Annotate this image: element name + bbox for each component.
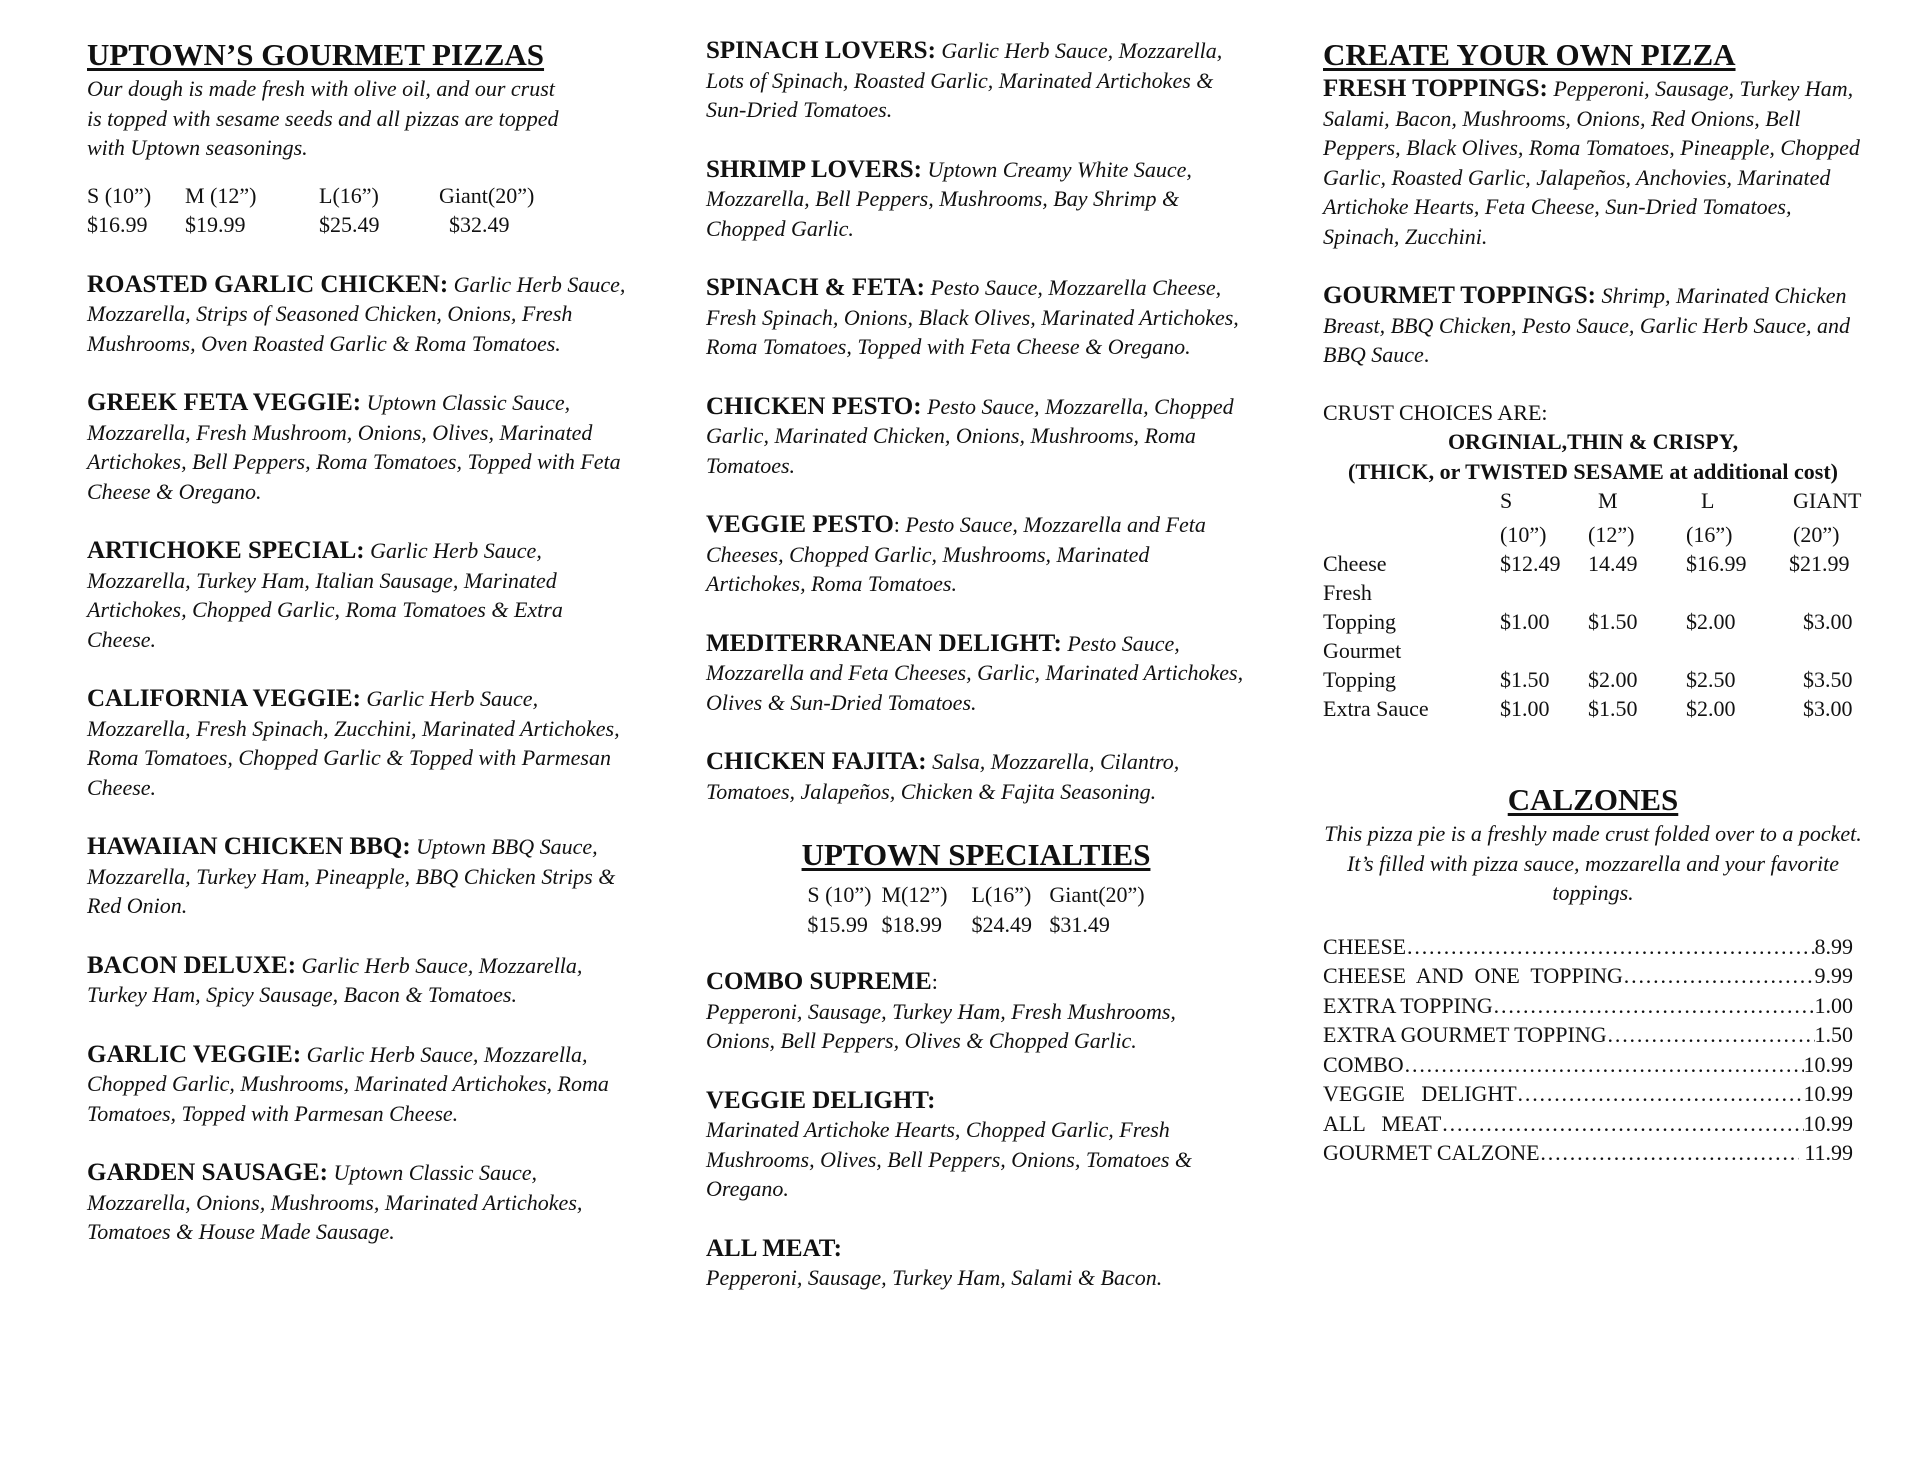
fresh-toppings-desc: Pepperoni, Sausage, Turkey Ham, Salami, Bacon, Mushrooms, Onions, Red Onions, Bell Peppers, Black Olives, Roma Tomatoes, Pineapple, Chopped Garlic, Roasted Garlic, Jalapeños, Anchovies, Marinated Artichoke Hearts, Feta Cheese, Sun-Dried Tomatoes, Spinach, Zucchini. [1323,76,1860,249]
calzone-row [1323,961,1853,991]
calzone-leader-dots [1607,1020,1815,1050]
gourmet-size-table [87,181,534,240]
middle-item-desc: Uptown Creamy White Sauce, Mozzarella, Bell Peppers, Mushrooms, Bay Shrimp & Chopped Garlic. [706,156,1192,241]
gourmet-item-name: HAWAIIAN CHICKEN BBQ: [87,833,411,860]
gourmet-item [87,1158,627,1247]
specialties-size-table [807,880,1144,939]
middle-item-desc: Pesto Sauce, Mozzarella and Feta Cheeses, Chopped Garlic, Mushrooms, Marinated Artichokes, Roma Tomatoes. [706,512,1206,596]
gourmet-item-desc: Uptown Classic Sauce, Mozzarella, Fresh Mushroom, Onions, Olives, Marinated Artichokes, Bell Peppers, Roma Tomatoes, Topped with Feta Cheese & Oregano. [87,390,621,504]
calzone-row [1323,1079,1853,1109]
calzone-price: 1.50 [1814,1022,1853,1047]
middle-item-desc: Pesto Sauce, Mozzarella and Feta Cheeses, Garlic, Marinated Artichokes, Olives & Sun-Dried Tomatoes. [706,630,1244,715]
gourmet-toppings-end: . [1423,342,1430,367]
calzone-row [1323,991,1853,1021]
gourmet-item-desc: Garlic Herb Sauce, Mozzarella, Fresh Spinach, Zucchini, Marinated Artichokes, Roma Tomatoes, Chopped Garlic & Topped with Parmesan Cheese. [87,686,620,800]
calzone-leader-dots [1404,1050,1804,1080]
calzone-name: EXTRA TOPPING [1323,992,1493,1018]
gourmet-item-desc: Garlic Herb Sauce, Mozzarella, Strips of Seasoned Chicken, Onions, Fresh Mushrooms, Oven Roasted Garlic & Roma Tomatoes. [87,271,626,356]
specialties-size-s: S (10”) [807,882,872,907]
cheese-price-s: $12.49 [1500,551,1561,576]
fresh-toppings [1323,74,1863,251]
gourmet-item [87,270,627,359]
middle-item-desc: Pesto Sauce, Mozzarella, Chopped Garlic, Marinated Chicken, Onions, Mushrooms, Roma Tomatoes. [706,393,1234,478]
middle-item-name: SPINACH LOVERS: [706,37,936,64]
size-letter-s: S [1500,488,1513,513]
middle-item-name: MEDITERRANEAN DELIGHT: [706,629,1062,657]
calzone-price: 10.99 [1803,1081,1853,1106]
calzones-title: CALZONES [1507,782,1679,817]
calzone-price: 10.99 [1803,1051,1853,1077]
size-letter-l: L [1701,488,1715,513]
middle-item [706,36,1246,125]
calzone-row [1323,932,1853,962]
fresh-price-s: $1.00 [1500,609,1550,634]
specialties-item-name: ALL MEAT: [706,1234,842,1262]
gourmet-row-label-2: Topping [1323,667,1397,692]
size-inch-giant: (20”) [1793,522,1840,547]
calzone-price: 8.99 [1814,933,1853,959]
gourmet-size-m: M (12”) [185,182,257,208]
middle-item [706,273,1246,362]
crust-label: CRUST CHOICES ARE: [1323,399,1548,425]
gourmet-item [87,684,627,802]
sauce-price-giant: $3.00 [1803,696,1853,721]
gourmet-item [87,388,627,506]
middle-item [706,155,1246,244]
crust-price-table [1323,486,1861,723]
gourmet-price-l-topping: $2.50 [1686,667,1736,692]
gourmet-title: UPTOWN’S GOURMET PIZZAS [87,37,545,72]
gourmet-item [87,536,627,654]
fresh-price-giant: $3.00 [1803,609,1853,634]
gourmet-item-name: ROASTED GARLIC CHICKEN: [87,270,449,298]
middle-item-desc: Garlic Herb Sauce, Mozzarella, Lots of Spinach, Roasted Garlic, Marinated Artichokes & Sun-Dried Tomatoes. [706,38,1223,122]
gourmet-item-name: CALIFORNIA VEGGIE: [87,685,361,712]
size-inch-l: (16”) [1686,522,1733,547]
sauce-price-l: $2.00 [1686,696,1736,721]
fresh-price-l: $2.00 [1686,609,1736,634]
specialties-item-name: COMBO SUPREME [706,968,932,995]
calzone-leader-dots [1406,932,1814,962]
crust-line-1: ORGINIAL,THIN & CRISPY, [1447,429,1739,454]
middle-item-list [706,36,1246,806]
calzone-leader-dots [1540,1138,1799,1168]
calzone-name: COMBO [1323,1051,1404,1077]
calzone-price: 1.00 [1814,992,1853,1018]
calzone-name: GOURMET CALZONE [1323,1140,1540,1165]
cheese-price-m: 14.49 [1588,551,1638,576]
gourmet-price-giant-topping: $3.50 [1803,667,1853,692]
create-column [1323,0,1863,1168]
specialties-item [706,1086,1246,1204]
calzone-price: 11.99 [1798,1140,1853,1165]
cheese-label: Cheese [1323,551,1387,576]
fresh-row-label-1: Fresh [1323,580,1372,605]
gourmet-price-l: $25.49 [319,212,380,237]
create-title: CREATE YOUR OWN PIZZA [1323,37,1736,72]
calzone-name: CHEESE AND ONE TOPPING [1323,963,1623,988]
specialties-title: UPTOWN SPECIALTIES [801,837,1151,872]
fresh-price-m: $1.50 [1588,609,1638,634]
specialties-price-m: $18.99 [881,911,942,937]
gourmet-price-m-topping: $2.00 [1588,667,1638,692]
calzone-row [1323,1109,1853,1139]
specialties-item-list [706,967,1246,1293]
calzone-leader-dots [1517,1079,1804,1109]
gourmet-item-name: GARDEN SAUSAGE: [87,1159,329,1186]
calzone-price: 9.99 [1814,963,1853,988]
gourmet-size-l: L(16”) [319,182,379,208]
gourmet-size-s: S (10”) [87,182,152,208]
sauce-price-s: $1.00 [1500,696,1550,721]
specialties-price-s: $15.99 [807,911,868,937]
gourmet-size-giant: Giant(20”) [439,182,535,208]
specialties-price-giant: $31.49 [1049,911,1110,937]
gourmet-item [87,951,627,1010]
specialties-item-sep: : [931,969,938,994]
calzone-row [1323,1138,1853,1168]
calzone-leader-dots [1623,961,1815,991]
specialties-price-l: $24.49 [971,911,1032,937]
gourmet-price-s: $16.99 [87,212,148,237]
middle-item [706,629,1246,718]
specialties-item [706,967,1246,1056]
fresh-row-label-2: Topping [1323,609,1397,634]
specialties-item [706,1234,1246,1293]
calzone-name: VEGGIE DELIGHT [1323,1081,1517,1106]
fresh-toppings-label: FRESH TOPPINGS: [1323,75,1548,102]
specialties-item-desc: Pepperoni, Sausage, Turkey Ham, Salami & Bacon. [706,1265,1163,1290]
gourmet-item-name: GREEK FETA VEGGIE: [87,389,362,416]
specialties-item-desc: Marinated Artichoke Hearts, Chopped Garlic, Fresh Mushrooms, Olives, Bell Peppers, Onions, Tomatoes & Oregano. [706,1117,1193,1201]
gourmet-intro: Our dough is made fresh with olive oil, and our crust is topped with sesame seeds and all pizzas are topped with Uptown seasonings. [87,76,559,160]
middle-item-desc: Salsa, Mozzarella, Cilantro, Tomatoes, Jalapeños, Chicken & Fajita Seasoning. [706,749,1180,804]
calzone-name: CHEESE [1323,933,1407,959]
calzone-leader-dots [1493,991,1815,1021]
specialties-size-m: M(12”) [881,882,948,907]
gourmet-item-desc: Uptown Classic Sauce, Mozzarella, Onions, Mushrooms, Marinated Artichokes, Tomatoes & House Made Sausage. [87,1160,583,1244]
gourmet-item-desc: Garlic Herb Sauce, Mozzarella, Turkey Ham, Spicy Sausage, Bacon & Tomatoes. [87,952,583,1007]
specialties-item-desc: Pepperoni, Sausage, Turkey Ham, Fresh Mushrooms, Onions, Bell Peppers, Olives & Chopped Garlic. [706,998,1176,1053]
middle-item-sep: : [893,512,900,537]
middle-item-name: SHRIMP LOVERS: [706,155,923,183]
gourmet-price-giant: $32.49 [449,212,510,237]
gourmet-item-list [87,270,627,1247]
cheese-price-l: $16.99 [1686,551,1747,576]
gourmet-toppings-label: GOURMET TOPPINGS: [1323,282,1596,309]
specialties-item-name: VEGGIE DELIGHT: [706,1086,936,1114]
gourmet-price-m: $19.99 [185,212,246,237]
calzone-leader-dots [1441,1109,1803,1139]
size-inch-s: (10”) [1500,522,1547,547]
calzone-list [1323,932,1853,1168]
middle-item-name: VEGGIE PESTO [706,511,894,538]
gourmet-item [87,832,627,921]
calzone-price: 10.99 [1803,1110,1853,1136]
sauce-label: Extra Sauce [1323,696,1429,721]
middle-item-desc: Pesto Sauce, Mozzarella Cheese, Fresh Spinach, Onions, Black Olives, Marinated Artichokes, Roma Tomatoes, Topped with Feta Cheese & Oregano. [706,275,1239,359]
crust-line-2: (THICK, or TWISTED SESAME at additional cost) [1348,458,1838,484]
calzone-name: EXTRA GOURMET TOPPING [1323,1022,1607,1047]
middle-item-name: SPINACH & FETA: [706,274,925,301]
gourmet-item-name: ARTICHOKE SPECIAL: [87,537,365,564]
specialties-size-giant: Giant(20”) [1049,882,1145,907]
gourmet-toppings-desc: Shrimp, Marinated Chicken Breast, BBQ Chicken, Pesto Sauce, Garlic Herb Sauce, and BBQ Sauce [1323,283,1851,367]
gourmet-item-desc: Uptown BBQ Sauce, Mozzarella, Turkey Ham, Pineapple, BBQ Chicken Strips & Red Onion. [87,834,616,918]
calzone-name: ALL MEAT [1323,1110,1442,1136]
cheese-price-giant: $21.99 [1789,551,1850,576]
size-letter-giant: GIANT [1793,488,1862,513]
sauce-price-m: $1.50 [1588,696,1638,721]
gourmet-item-name: BACON DELUXE: [87,951,297,979]
gourmet-column [87,0,627,1277]
gourmet-price-s-topping: $1.50 [1500,667,1550,692]
middle-item-name: CHICKEN PESTO: [706,392,922,420]
middle-item [706,392,1246,481]
gourmet-row-label-1: Gourmet [1323,638,1402,663]
size-letter-m: M [1598,488,1618,513]
calzone-row [1323,1050,1853,1080]
gourmet-item-desc: Garlic Herb Sauce, Mozzarella, Turkey Ham, Italian Sausage, Marinated Artichokes, Chopped Garlic, Roma Tomatoes & Extra Cheese. [87,538,563,652]
gourmet-toppings [1323,281,1863,370]
gourmet-item [87,1040,627,1129]
calzone-row [1323,1020,1853,1050]
middle-item [706,747,1246,806]
specialties-size-l: L(16”) [971,882,1032,907]
gourmet-item-name: GARLIC VEGGIE: [87,1040,302,1068]
size-inch-m: (12”) [1588,522,1635,547]
middle-item [706,510,1246,599]
calzones-desc: This pizza pie is a freshly made crust folded over to a pocket. It’s filled with pizza sauce, mozzarella and your favorite toppings. [1324,821,1862,905]
gourmet-item-desc: Garlic Herb Sauce, Mozzarella, Chopped Garlic, Mushrooms, Marinated Artichokes, Roma Tomatoes, Topped with Parmesan Cheese. [87,1041,609,1126]
middle-column [706,0,1246,1323]
middle-item-name: CHICKEN FAJITA: [706,748,927,775]
